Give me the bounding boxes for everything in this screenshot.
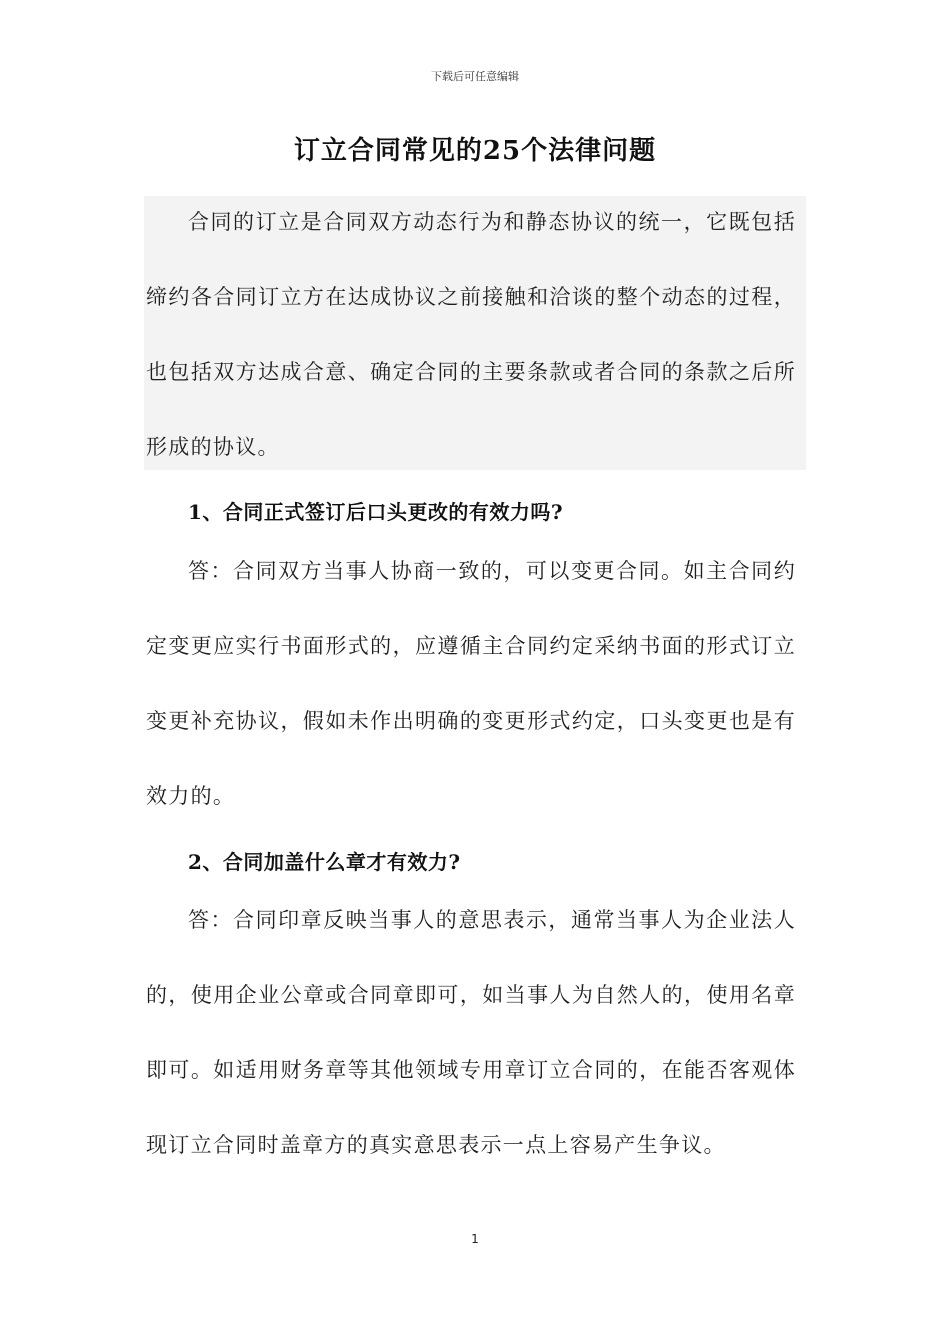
intro-line: 合同的订立是合同双方动态行为和静态协议的统一，它既包括 — [188, 210, 796, 234]
document-title: 订立合同常见的25个法律问题 — [293, 136, 657, 166]
answer-line: 的，使用企业公章或合同章即可，如当事人为自然人的，使用名章 — [146, 983, 796, 1007]
answer-line: 现订立合同时盖章方的真实意思表示一点上容易产生争议。 — [146, 1133, 726, 1157]
answer-line: 定变更应实行书面形式的，应遵循主合同约定采纳书面的形式订立 — [146, 634, 796, 658]
intro-line: 也包括双方达成合意、确定合同的主要条款或者合同的条款之后所 — [146, 360, 796, 384]
section-heading-1: 1、合同正式签订后口头更改的有效力吗? — [188, 500, 564, 524]
answer-line: 答：合同印章反映当事人的意思表示，通常当事人为企业法人 — [188, 908, 796, 932]
answer-line: 效力的。 — [146, 784, 236, 808]
answer-line: 答：合同双方当事人协商一致的，可以变更合同。如主合同约 — [188, 559, 796, 583]
section-answer-1 — [146, 534, 796, 834]
page-number: 1 — [471, 1232, 479, 1246]
section-answer-2 — [146, 883, 796, 1183]
page-header-note: 下载后可任意编辑 — [431, 70, 519, 83]
intro-paragraph — [146, 185, 796, 485]
answer-line: 变更补充协议，假如未作出明确的变更形式约定，口头变更也是有 — [146, 709, 796, 733]
section-heading-2: 2、合同加盖什么章才有效力? — [188, 850, 461, 874]
answer-line: 即可。如适用财务章等其他领域专用章订立合同的，在能否客观体 — [146, 1058, 796, 1082]
intro-line: 形成的协议。 — [146, 435, 280, 459]
intro-line: 缔约各合同订立方在达成协议之前接触和洽谈的整个动态的过程， — [146, 285, 796, 309]
